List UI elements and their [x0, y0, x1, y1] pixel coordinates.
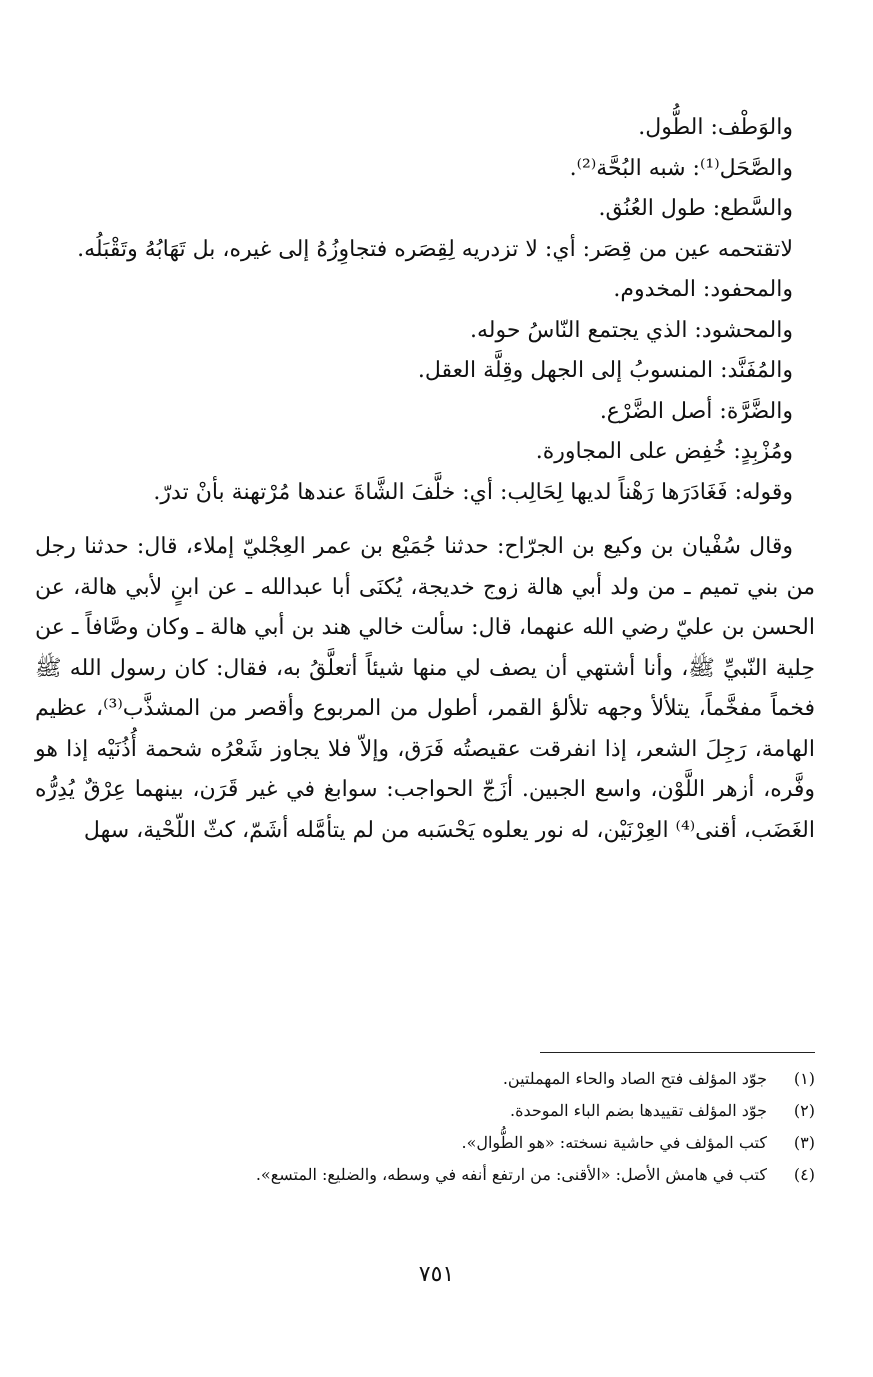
- footnote-text: كتب في هامش الأصل: «الأقنى: من ارتفع أنفه في وسطه، والضليع: المتسع».: [255, 1165, 767, 1184]
- gloss-line: لاتقتحمه عين من قِصَر: أي: لا تزدريه لِقِصَره فتجاوِزُهُ إلى غيره، بل تَهَابُهُ وتَقْبَلُه.: [77, 236, 793, 262]
- footnote-text: كتب المؤلف في حاشية نسخته: «هو الطُّوال».: [461, 1133, 767, 1152]
- footnote-number: (١): [793, 1069, 815, 1088]
- footnote-number: (٤): [793, 1165, 815, 1184]
- footnote-item: [35, 1095, 815, 1127]
- narration-paragraph: وقال سُفْيان بن وكيع بن الجرّاح: حدثنا جُمَيْع بن عمر العِجْليّ إملاء، قال: حدثنا رجل من بني تميم ـ من ولد أبي هالة زوج خديجة، يُكنَى أبا عبدالله ـ عن ابنٍ لأبي هالة، عن الحسن بن عليّ رضي الله عنهما، قال: سألت خالي هند بن أبي هالة ـ وكان وصَّافاً ـ عن حِلية النّبيِّ ﷺ، وأنا أشتهي أن يصف لي منها شيئاً أتعلَّقُ به، فقال: كان رسول الله ﷺ فخماً مفخَّماً، يتلألأ وجهه تلألؤ القمر، أطول من المربوع وأقصر من المشذَّب⁽³⁾، عظيم الهامة، رَجِلَ الشعر، إذا انفرقت عقيصتُه فَرَق، وإلاّ فلا يجاوز شَعْرُه شحمة أُذُنَيْه إذا هو وفَّره، أزهر اللَّوْن، واسع الجبين. أزَجّ الحواجب: سوابغ في غير قَرَن، بينهما عِرْقٌ يُدِرُّه الغَضَب، أقنى⁽⁴⁾ العِرْنَيْن، له نور يعلوه يَحْسَبه من لم يتأمَّله أشَمّ، كثّ اللّحْية، سهل: [35, 534, 815, 843]
- page-number: ٧٥١: [418, 1262, 455, 1287]
- gloss-line: والمحشود: الذي يجتمع النّاسُ حوله.: [470, 317, 793, 343]
- footnote-number: (٣): [793, 1133, 815, 1152]
- gloss-line: والمحفود: المخدوم.: [613, 277, 793, 302]
- footnote-text: جوّد المؤلف تقييدها بضم الباء الموحدة.: [509, 1101, 767, 1120]
- footnote-number: (٢): [793, 1101, 815, 1120]
- footnotes: [35, 1063, 815, 1191]
- footnote-item: [35, 1063, 815, 1095]
- gloss-line: والصَّحَل⁽¹⁾: شبه البُحَّة⁽²⁾.: [569, 155, 793, 181]
- gloss-line: وقوله: فَغَادَرَها رَهْناً لديها لِحَالِب: أي: خلَّفَ الشَّاةَ عندها مُرْتهنة بأنْ تدرّ.: [153, 479, 793, 505]
- main-text: [35, 108, 815, 851]
- footnote-text: جوّد المؤلف فتح الصاد والحاء المهملتين.: [502, 1069, 767, 1088]
- gloss-line: والوَطْف: الطُّول.: [638, 115, 793, 140]
- gloss-line: والمُفَنَّد: المنسوبُ إلى الجهل وقِلَّة العقل.: [417, 358, 793, 383]
- gloss-line: والضَّرَّة: أصل الضَّرْع.: [599, 398, 793, 424]
- footnote-divider: [540, 1052, 815, 1053]
- footnote-item: [35, 1159, 815, 1191]
- gloss-line: والسَّطع: طول العُنُق.: [598, 196, 793, 221]
- footnote-item: [35, 1127, 815, 1159]
- gloss-line: ومُزْبِدٍ: خُفِض على المجاورة.: [535, 439, 793, 464]
